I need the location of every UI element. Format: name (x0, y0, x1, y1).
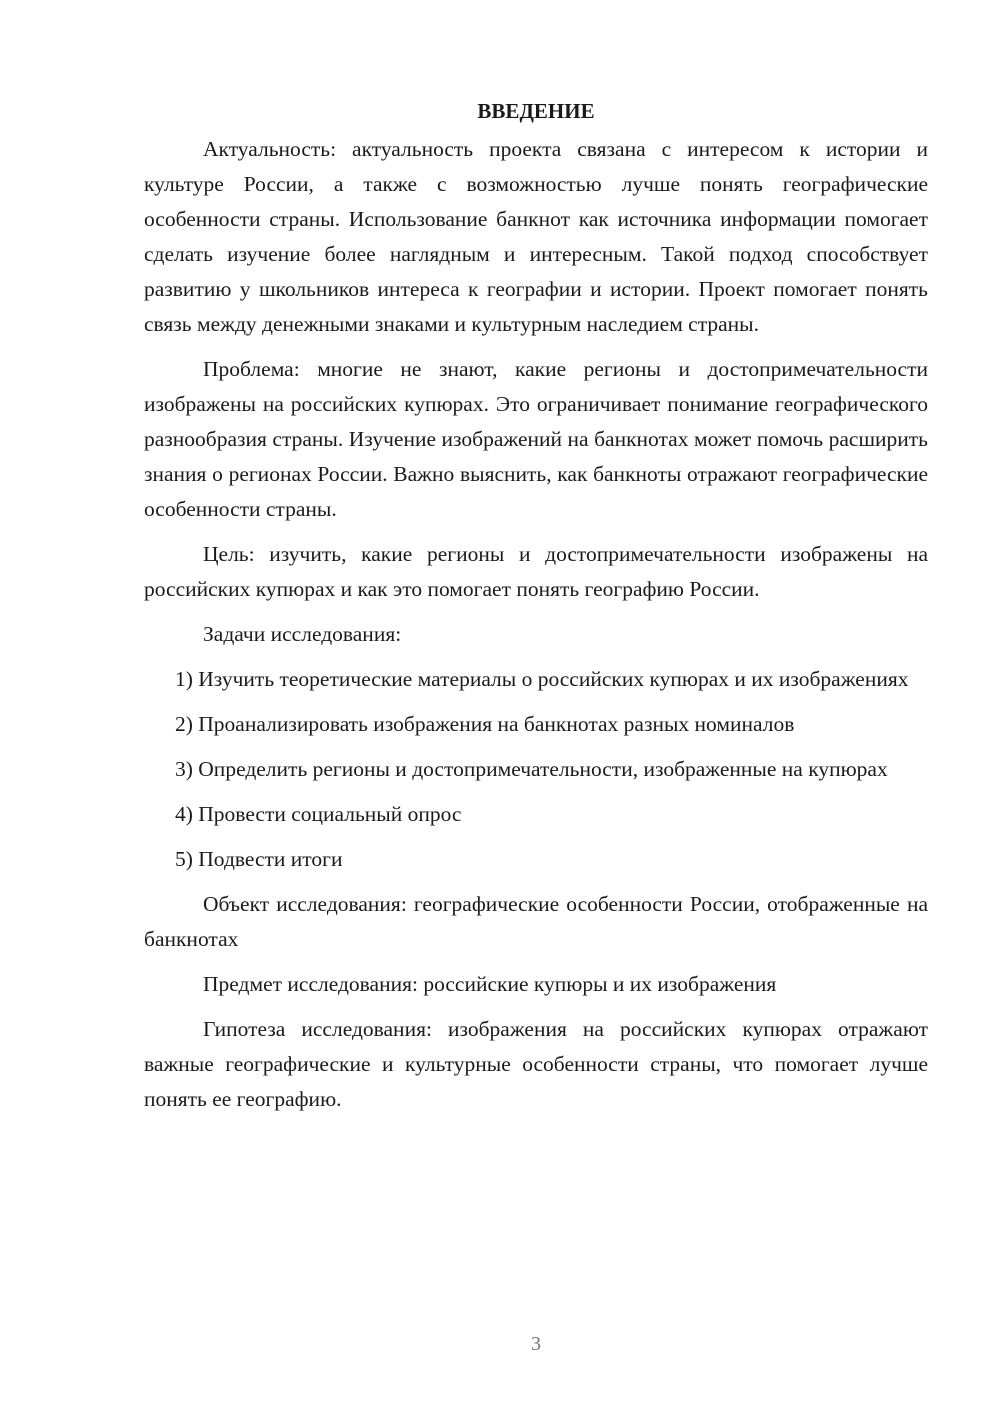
task-item-1: 1) Изучить теоретические материалы о российских купюрах и их изображениях (175, 667, 909, 691)
document-page (144, 96, 928, 1127)
relevance-paragraph: Актуальность: актуальность проекта связана с интересом к истории и культуре России, а также с возможностью лучше понять географические особенности страны. Использование банкнот как источника информации помогает сделать изучение более наглядным и интересным. Такой подход способствует развитию у школьников интереса к географии и истории. Проект помогает понять связь между денежными знаками и культурным наследием страны. (144, 137, 928, 336)
object-paragraph: Объект исследования: географические особенности России, отображенные на банкнотах (144, 892, 928, 951)
task-item-4: 4) Провести социальный опрос (175, 802, 462, 826)
page-title: ВВЕДЕНИЕ (477, 99, 595, 123)
task-item-5: 5) Подвести итоги (175, 847, 343, 871)
hypothesis-paragraph: Гипотеза исследования: изображения на российских купюрах отражают важные географические и культурные особенности страны, что помогает лучше понять ее географию. (144, 1017, 928, 1111)
problem-paragraph: Проблема: многие не знают, какие регионы и достопримечательности изображены на российских купюрах. Это ограничивает понимание географического разнообразия страны. Изучение изображений на банкнотах может помочь расширить знания о регионах России. Важно выяснить, как банкноты отражают географические особенности страны. (144, 357, 928, 521)
task-item-2: 2) Проанализировать изображения на банкнотах разных номиналов (175, 712, 795, 736)
subject-paragraph: Предмет исследования: российские купюры и их изображения (203, 972, 777, 996)
task-item-3: 3) Определить регионы и достопримечательности, изображенные на купюрах (175, 757, 888, 781)
goal-paragraph: Цель: изучить, какие регионы и достопримечательности изображены на российских купюрах и как это помогает понять географию России. (144, 542, 928, 601)
tasks-heading: Задачи исследования: (203, 622, 402, 646)
page-number: 3 (531, 1333, 541, 1355)
